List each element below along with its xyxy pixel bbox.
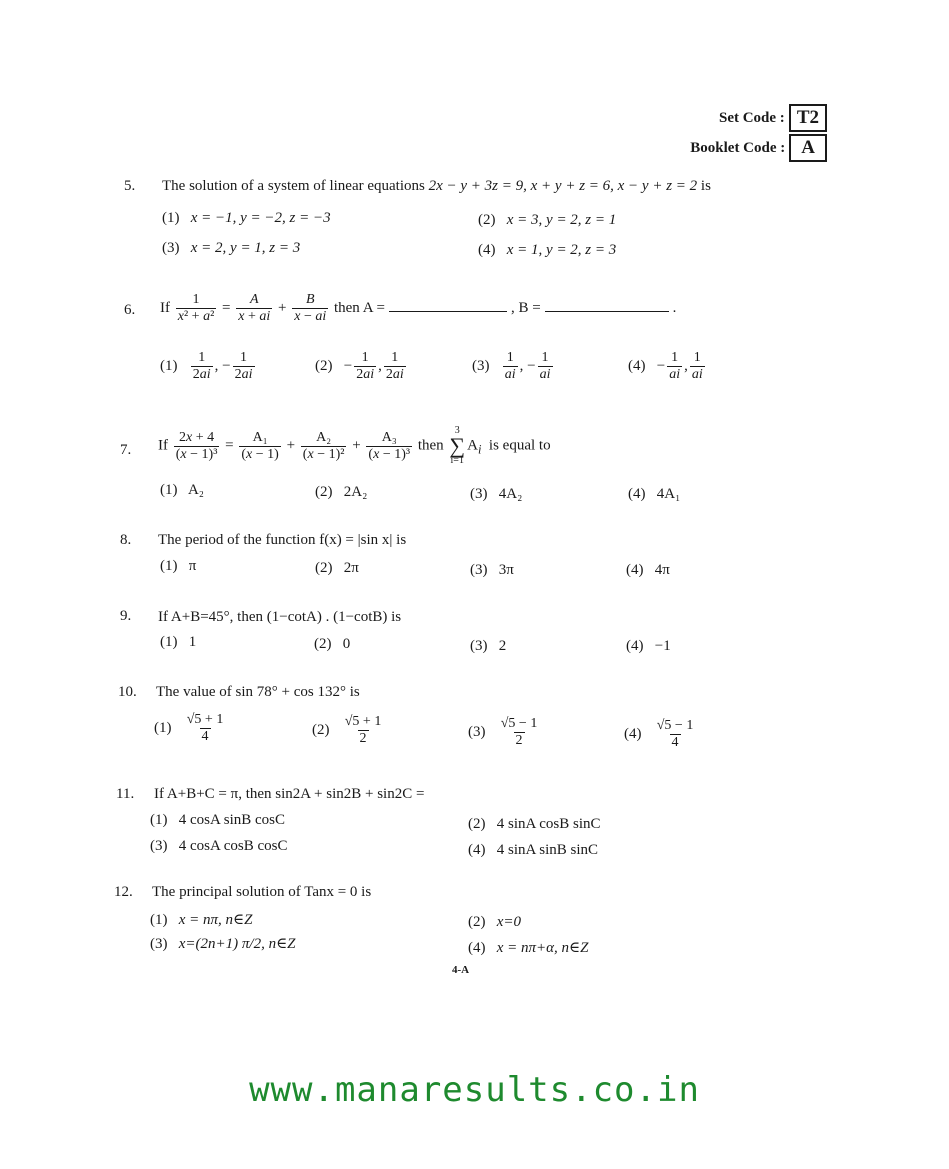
option-2: (2) x = 3, y = 2, z = 1	[478, 212, 617, 228]
set-code-label: Set Code :	[718, 109, 785, 126]
booklet-code-value: A	[789, 134, 827, 162]
question-text: The period of the function f(x) = |sin x| is	[158, 532, 407, 548]
question-text: If A+B+C = π, then sin2A + sin2B + sin2C =	[154, 786, 425, 802]
option-4: (4) x = 1, y = 2, z = 3	[478, 242, 617, 258]
question-number: 11.	[116, 786, 135, 802]
option-4: (4) −1	[626, 638, 671, 654]
option-3: (3) 2	[470, 638, 507, 654]
question-text: The principal solution of Tanx = 0 is	[152, 884, 372, 900]
option-4: (4) 4 sinA sinB sinC	[468, 842, 599, 858]
option-2: (2) − $\frac{1}{2ai}$ , $\frac{1}{2ai}$	[315, 350, 404, 382]
question-text: The value of sin 78° + cos 132° is	[156, 684, 360, 700]
option-3: (3) 4 cosA cosB cosC	[150, 838, 288, 854]
option-3: (3) 3π	[470, 562, 514, 578]
option-1: (1) 4 cosA sinB cosC	[150, 812, 286, 828]
question-number: 6.	[124, 302, 136, 318]
option-3: (3) $\frac{√5 - 1}{2}$	[468, 716, 538, 748]
booklet-code-label: Booklet Code :	[690, 139, 786, 156]
set-code-value: T2	[789, 104, 827, 132]
option-1: (1) x = −1, y = −2, z = −3	[162, 210, 331, 226]
option-2: (2) 2A₂	[315, 484, 368, 500]
question-text: If $\frac{2x + 4}{\text{(x − 1)³}}$ = $\frac{\text{A₁}}{(x - 1)}$ + $\frac{\text{A₂}}{\text{(x − 1)²}}$ + $\frac{\text{A₃}}{\text{(x − 1)³}}$ then 3 ∑ i=1 $A_i$ is equal to	[158, 425, 551, 466]
booklet-code	[690, 134, 827, 162]
option-2: (2) 2π	[315, 560, 359, 576]
question-number: 5.	[124, 178, 136, 194]
option-4: (4) 4π	[626, 562, 670, 578]
question-text: If A+B=45°, then (1−cotA) . (1−cotB) is	[158, 609, 402, 625]
question-number: 10.	[118, 684, 137, 700]
question-number: 9.	[120, 608, 132, 624]
option-2: (2) $\frac{√5 + 1}{2}$	[312, 714, 382, 746]
question-number: 12.	[114, 884, 133, 900]
option-4: (4) x = nπ+α, n∈Z	[468, 940, 589, 956]
page-number: 4-A	[452, 964, 470, 976]
option-1: (1) $\frac{√5 + 1}{4}$	[154, 712, 224, 744]
option-1: (1) x = nπ, n∈Z	[150, 912, 253, 928]
set-code	[719, 104, 827, 132]
option-1: (1) 1	[160, 634, 197, 650]
footer-url: www.manaresults.co.in	[249, 1070, 700, 1110]
option-1: (1) $\frac{1}{2ai}$ , − $\frac{1}{2ai}$	[160, 350, 253, 382]
option-3: (3) 4A₂	[470, 486, 523, 502]
question-number: 7.	[120, 442, 132, 458]
question-number: 8.	[120, 532, 132, 548]
question-text: The solution of a system of linear equations 2x − y + 3z = 9, x + y + z = 6, x − y + z = 2 is	[162, 178, 711, 194]
option-2: (2) 0	[314, 636, 351, 652]
option-2: (2) x=0	[468, 914, 522, 930]
option-4: (4) $\frac{√5 - 1}{4}$	[624, 718, 694, 750]
question-text: If $\frac{1}{\text{x² + a²}}$ = $\frac{A}{x + ai}$ + $\frac{B}{x - ai}$ then A = , B = .	[160, 292, 677, 324]
option-1: (1) π	[160, 558, 197, 574]
option-3: (3) x=(2n+1) π/2, n∈Z	[150, 936, 296, 952]
option-4: (4) − $\frac{1}{ai}$ , $\frac{1}{ai}$	[628, 350, 703, 382]
option-3: (3) x = 2, y = 1, z = 3	[162, 240, 301, 256]
option-2: (2) 4 sinA cosB sinC	[468, 816, 601, 832]
option-4: (4) 4A₁	[628, 486, 681, 502]
option-1: (1) A₂	[160, 482, 204, 498]
option-3: (3) $\frac{1}{ai}$ , − $\frac{1}{ai}$	[472, 350, 551, 382]
